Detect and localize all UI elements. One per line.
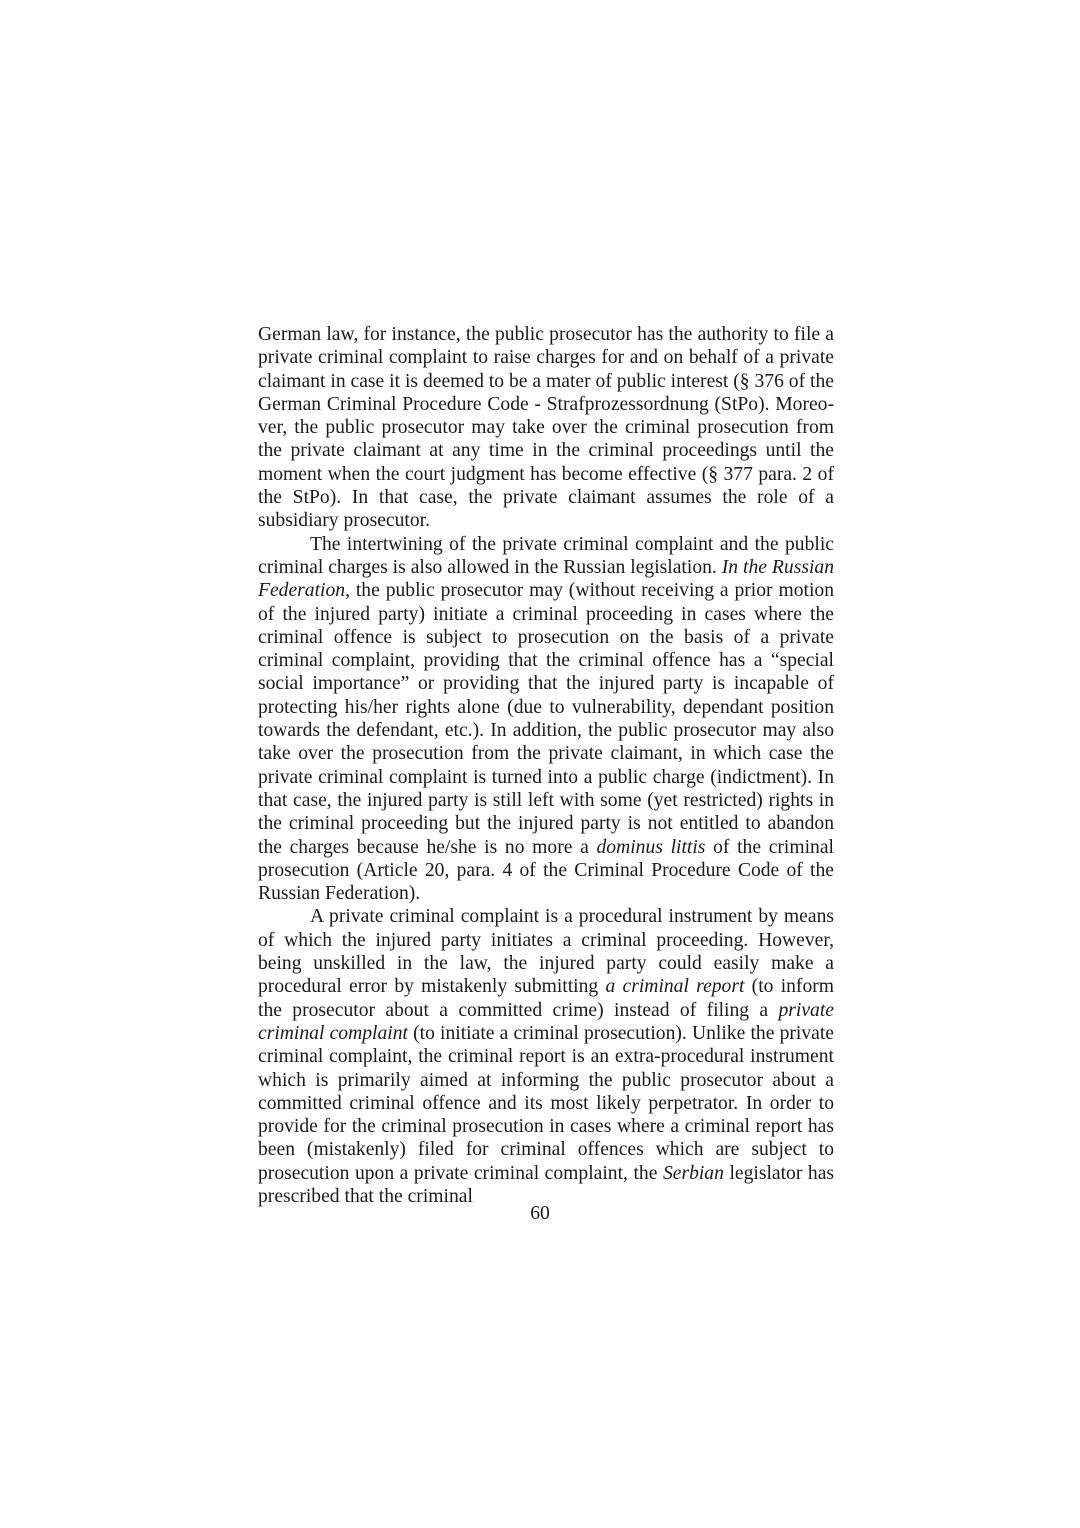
- paragraph-3-run-5: (to initiate a criminal prosecution). Unlike the private criminal complaint, the criminal report is an extra-procedural instrument which is primarily aimed at informing the public prosecutor about a committed criminal offence and its most likely perpetrator. In order to provide for the criminal prosecution in cases where a criminal report has been (mistakenly) filed for criminal offences which are subject to prosecution upon a private criminal complaint, the: [258, 1022, 834, 1184]
- paragraph-3-run-3: (to inform the prosecutor about a committed crime) instead of filing a: [258, 976, 835, 1021]
- paragraph-2-run-1: The intertwining of the private criminal complaint and the public criminal charges is also allowed in the Russian legislation.: [258, 533, 834, 578]
- paragraph-3-run-1: A private criminal complaint is a procedural instrument by means of which the injured party initiates a criminal proceeding. However, being unskilled in the law, the injured party could easily make a procedural error by mistakenly submitting: [258, 906, 834, 998]
- paragraph-2: [258, 533, 834, 906]
- page-number: 60: [530, 1203, 550, 1224]
- paragraph-1-text: German law, for instance, the public prosecutor has the authority to file a private criminal complaint to raise charges for and on behalf of a private claimant in case it is deemed to be a mater of public interest (§ 376 of the German Criminal Procedure Code - Strafprozessordnung (StPo). Moreo-ver, the public prosecutor may take over the criminal prosecution from the private claimant at any time in the criminal proceedings until the moment when the court judgment has become effective (§ 377 para. 2 of the StPo). In that case, the private claimant assumes the role of a subsidiary prosecutor.: [258, 324, 834, 532]
- paragraph-2-run-4-italic: dominus littis: [596, 836, 706, 858]
- paragraph-3-run-4-italic: private criminal complaint: [258, 999, 834, 1044]
- paragraph-1: [258, 323, 834, 533]
- paragraph-3-run-7: legislator has prescribed that the criminal: [258, 1162, 835, 1207]
- paragraph-2-run-3: , the public prosecutor may (without receiving a prior motion of the injured party) initiate a criminal proceeding in cases where the criminal offence is subject to prosecution on the basis of a private criminal complaint, providing that the criminal offence has a “special social importance” or providing that the injured party is incapable of protecting his/her rights alone (due to vulnerability, dependant position towards the defendant, etc.). In addition, the public prosecutor may also take over the prosecution from the private claimant, in which case the private criminal complaint is turned into a public charge (indictment). In that case, the injured party is still left with some (yet restricted) rights in the criminal proceeding but the injured party is not entitled to abandon the charges because he/she is no more a: [258, 580, 834, 858]
- paragraph-2-run-5: of the criminal prosecution (Article 20, para. 4 of the Criminal Procedure Code of the Russian Federation).: [258, 836, 834, 905]
- body-text: [258, 323, 834, 1208]
- paragraph-3-run-6-italic: Serbian: [662, 1162, 724, 1184]
- paragraph-3: [258, 905, 834, 1208]
- paragraph-2-run-2-italic: In the Russian Federation: [258, 556, 834, 602]
- paragraph-3-run-2-italic: a criminal report: [605, 976, 745, 998]
